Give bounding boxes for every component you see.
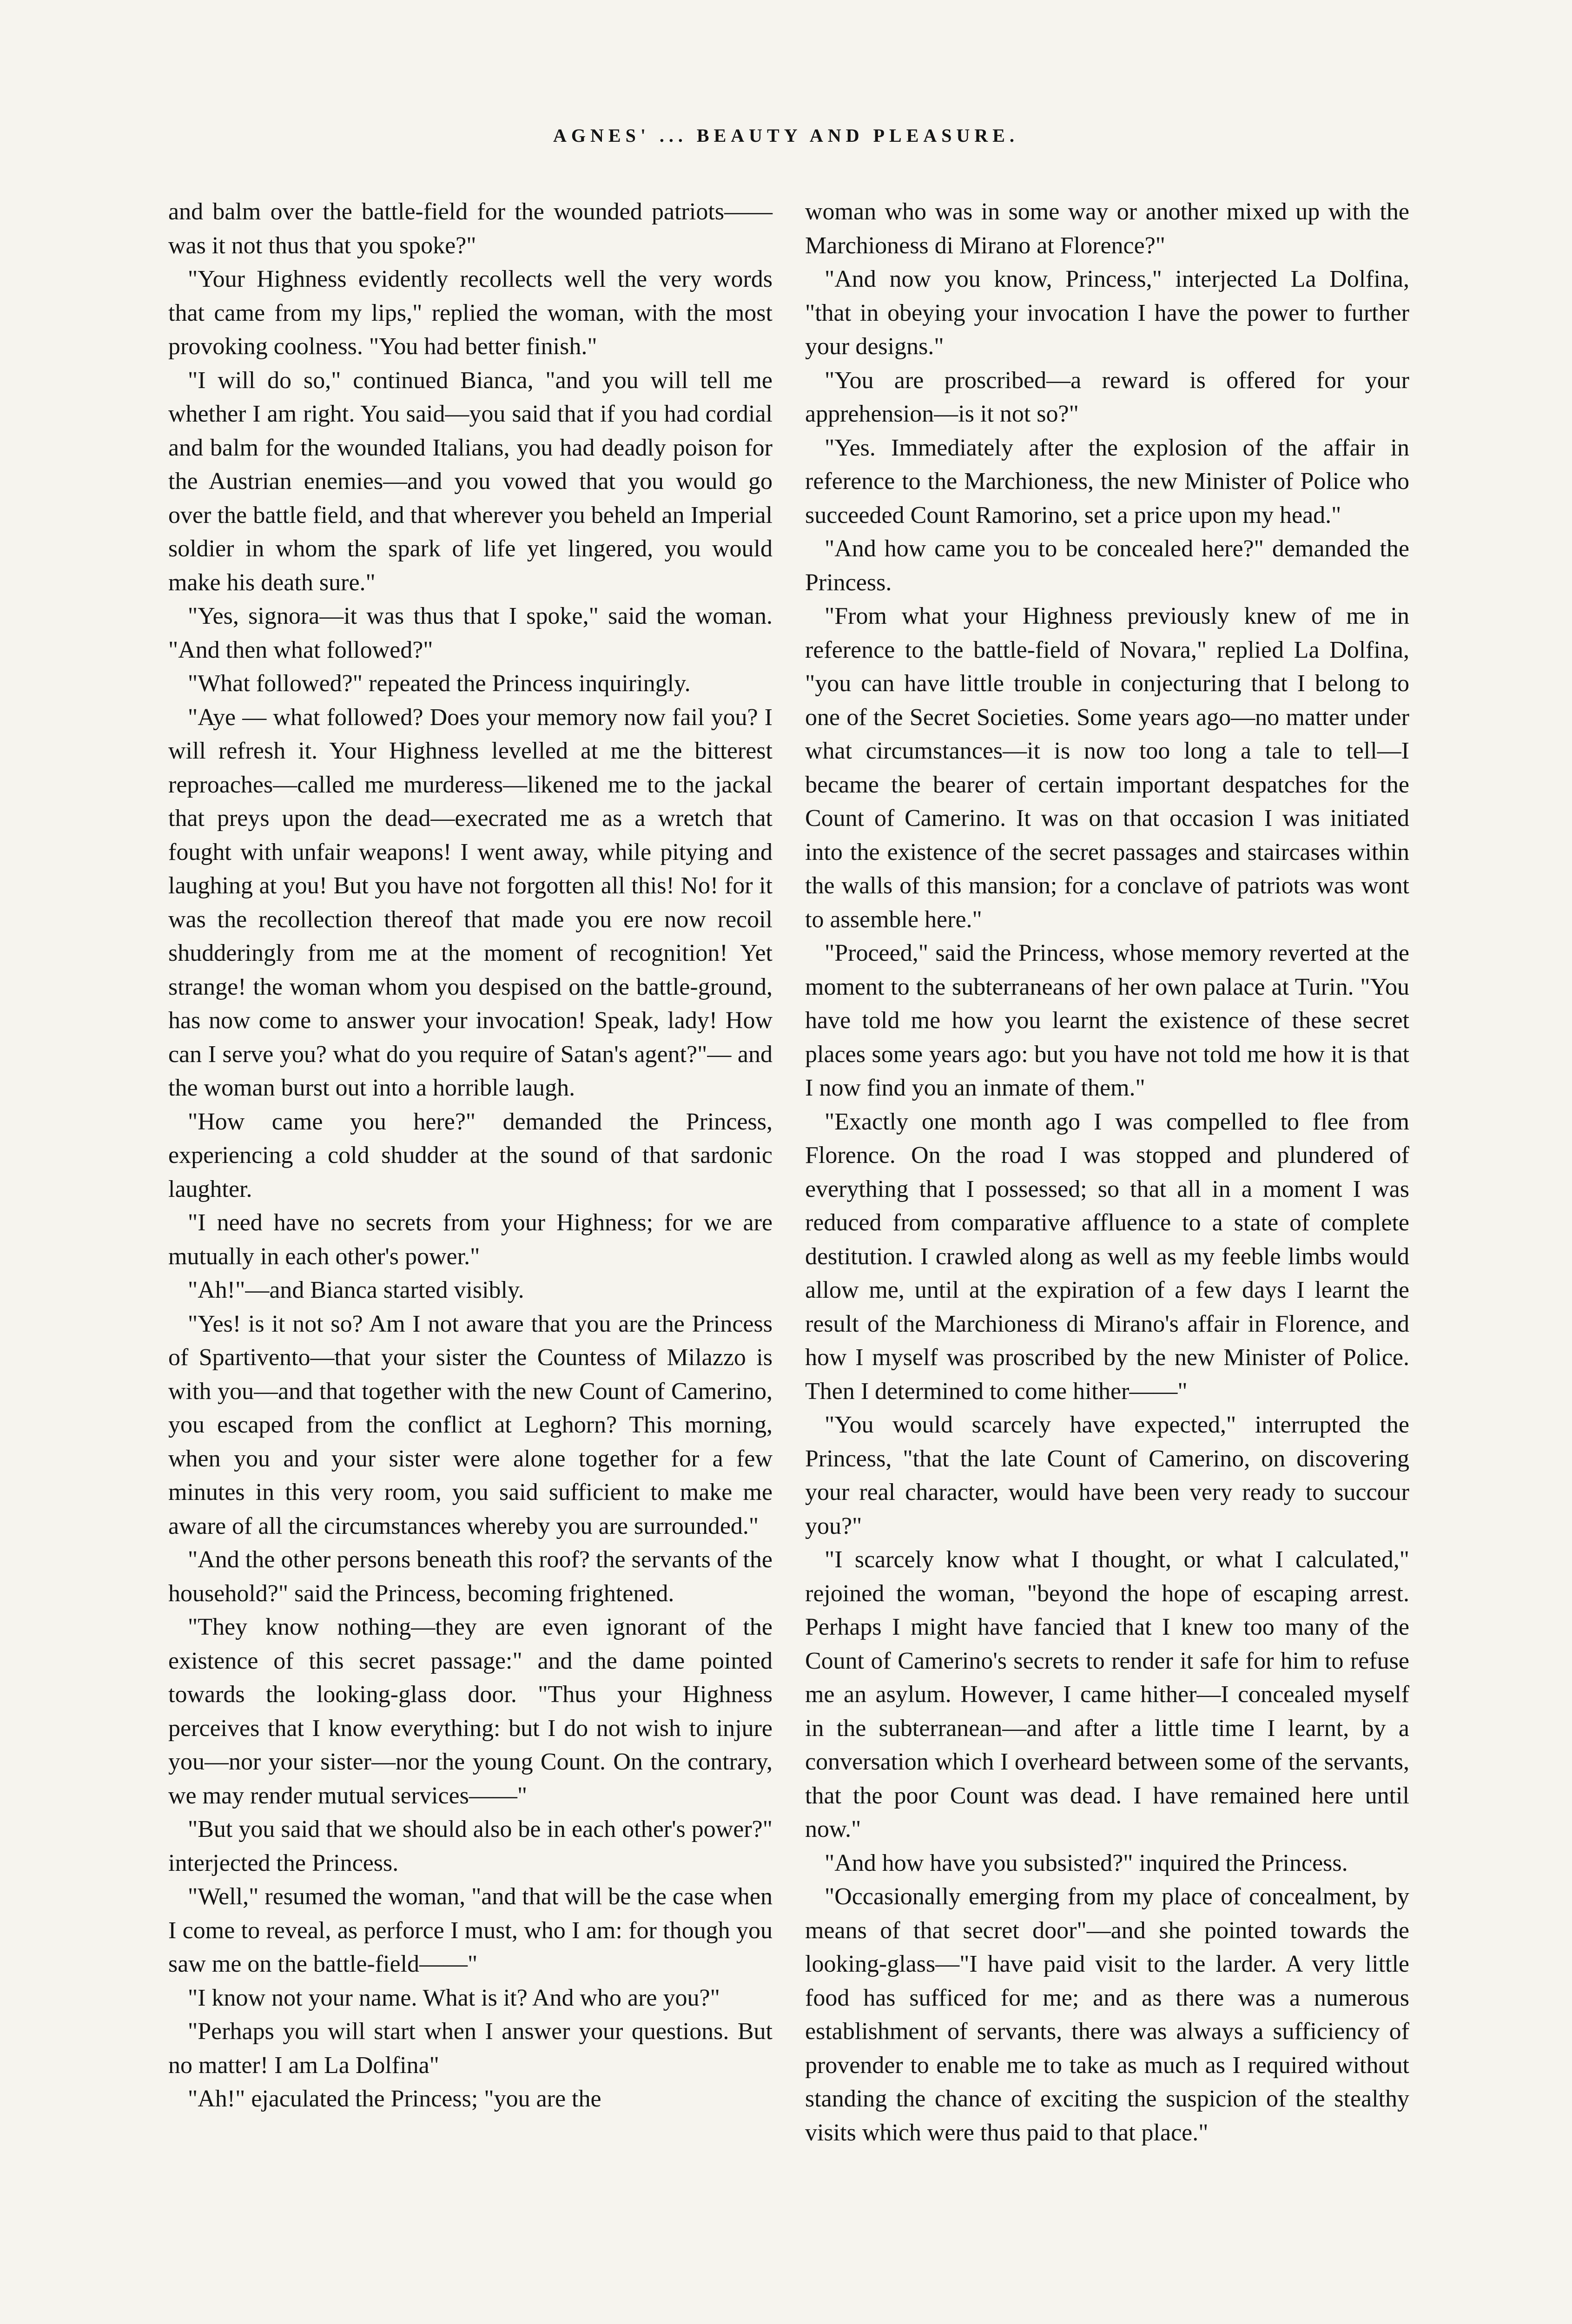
paragraph: "Ah!" ejaculated the Princess; "you are the (188, 2086, 601, 2112)
paragraph: "Aye — what followed? Does your memory now fail you? I will refresh it. Your Highness levelled at me the bitterest reproaches—called me murderess—likened me to the jackal that preys upon the dead—execrated me as a wretch that fought with unfair weapons! I went away, while pitying and laughing at you! But you have not forgotten all this! No! for it was the recollection thereof that made you ere now recoil shudderingly from me at the moment of recognition! Yet strange! the woman whom you despised on the battle-ground, has now come to answer your invocation! Speak, lady! How can I serve you? what do you require of Satan's agent?"— and the woman burst out into a horrible laugh. (168, 704, 773, 1101)
paragraph: woman who was in some way or another mixed up with the Marchioness di Mirano at Florence?" (805, 198, 1409, 259)
paragraph: "I need have no secrets from your Highness; for we are mutually in each other's power." (168, 1209, 773, 1270)
paragraph: "I will do so," continued Bianca, "and you will tell me whether I am right. You said—you said that if you had cordial and balm for the wounded Italians, you had deadly poison for the Austrian enemies—and you vowed that you would go over the battle field, and that wherever you beheld an Imperial soldier in whom the spark of life yet lingered, you would make his death sure." (168, 367, 773, 596)
paragraph: and balm over the battle-field for the wounded patriots—— was it not thus that you spoke?" (168, 198, 773, 259)
paragraph: "Well," resumed the woman, "and that will be the case when I come to reveal, as perforce I must, who I am: for though you saw me on the battle-field——" (168, 1883, 773, 1977)
paragraph: "Perhaps you will start when I answer your questions. But no matter! I am La Dolfina" (168, 2018, 773, 2079)
paragraph: "But you said that we should also be in each other's power?" interjected the Princess. (168, 1816, 773, 1876)
paragraph: "Your Highness evidently recollects well the very words that came from my lips," replied the woman, with the most provoking coolness. "You had better finish." (168, 266, 773, 360)
paragraph: "And the other persons beneath this roof? the servants of the household?" said the Princess, becoming frightened. (168, 1546, 773, 1607)
paragraph: "And how have you subsisted?" inquired the Princess. (825, 1849, 1348, 1876)
left-text-column (168, 195, 773, 2116)
paragraph: "And now you know, Princess," interjected La Dolfina, "that in obeying your invocation I have the power to further your designs." (805, 266, 1409, 360)
paragraph: "And how came you to be concealed here?" demanded the Princess. (805, 535, 1409, 596)
paragraph: "What followed?" repeated the Princess inquiringly. (188, 670, 691, 697)
paragraph: "You are proscribed—a reward is offered for your apprehension—is it not so?" (805, 367, 1409, 427)
paragraph: "I know not your name. What is it? And who are you?" (188, 1984, 720, 2011)
paragraph: "Yes! is it not so? Am I not aware that you are the Princess of Spartivento—that your sister the Countess of Milazzo is with you—and that together with the new Count of Camerino, you escaped from the conflict at Leghorn? This morning, when you and your sister were alone together for a few minutes in this very room, you said sufficient to make me aware of all the circumstances whereby you are surrounded." (168, 1310, 773, 1539)
paragraph: "I scarcely know what I thought, or what I calculated," rejoined the woman, "beyond the hope of escaping arrest. Perhaps I might have fancied that I knew too many of the Count of Camerino's secrets to render it safe for him to refuse me an asylum. However, I came hither—I concealed myself in the subterranean—and after a little time I learnt, by a conversation which I overheard between some of the servants, that the poor Count was dead. I have remained here until now." (805, 1546, 1409, 1842)
paragraph: "How came you here?" demanded the Princess, experiencing a cold shudder at the sound of that sardonic laughter. (168, 1108, 773, 1202)
paragraph: "Exactly one month ago I was compelled to flee from Florence. On the road I was stopped and plundered of everything that I possessed; so that all in a moment I was reduced from comparative affluence to a state of complete destitution. I crawled along as well as my feeble limbs would allow me, until at the expiration of a few days I learnt the result of the Marchioness di Mirano's affair in Florence, and how I myself was proscribed by the new Minister of Police. Then I determined to come hither——" (805, 1108, 1409, 1405)
paragraph: "Proceed," said the Princess, whose memory reverted at the moment to the subterraneans of her own palace at Turin. "You have told me how you learnt the existence of these secret places some years ago: but you have not told me how it is that I now find you an inmate of them." (805, 940, 1409, 1101)
paragraph: "You would scarcely have expected," interrupted the Princess, "that the late Count of Camerino, on discovering your real character, would have been very ready to succour you?" (805, 1412, 1409, 1539)
paragraph: "Yes. Immediately after the explosion of the affair in reference to the Marchioness, the new Minister of Police who succeeded Count Ramorino, set a price upon my head." (805, 434, 1409, 528)
running-header: AGNES' ... BEAUTY AND PLEASURE. (553, 125, 1019, 146)
paragraph: "From what your Highness previously knew of me in reference to the battle-field of Novara," replied La Dolfina, "you can have little trouble in conjecturing that I belong to one of the Secret Societies. Some years ago—no matter under what circumstances—it is now too long a tale to tell—I became the bearer of certain important despatches for the Count of Camerino. It was on that occasion I was initiated into the existence of the secret passages and staircases within the walls of this mansion; for a conclave of patriots was wont to assemble here." (805, 603, 1409, 933)
right-text-column (805, 195, 1409, 2150)
paragraph: "They know nothing—they are even ignorant of the existence of this secret passage:" and the dame pointed towards the looking-glass door. "Thus your Highness perceives that I know everything: but I do not wish to injure you—nor your sister—nor the young Count. On the contrary, we may render mutual services——" (168, 1614, 773, 1809)
paragraph: "Occasionally emerging from my place of concealment, by means of that secret door"—and she pointed towards the looking-glass—"I have paid visit to the larder. A very little food has sufficed for me; and as there was a numerous establishment of servants, there was always a sufficiency of provender to enable me to take as much as I required without standing the chance of exciting the suspicion of the stealthy visits which were thus paid to that place." (805, 1883, 1409, 2146)
paragraph: "Ah!"—and Bianca started visibly. (188, 1277, 524, 1303)
paragraph: "Yes, signora—it was thus that I spoke," said the woman. "And then what followed?" (168, 603, 773, 663)
